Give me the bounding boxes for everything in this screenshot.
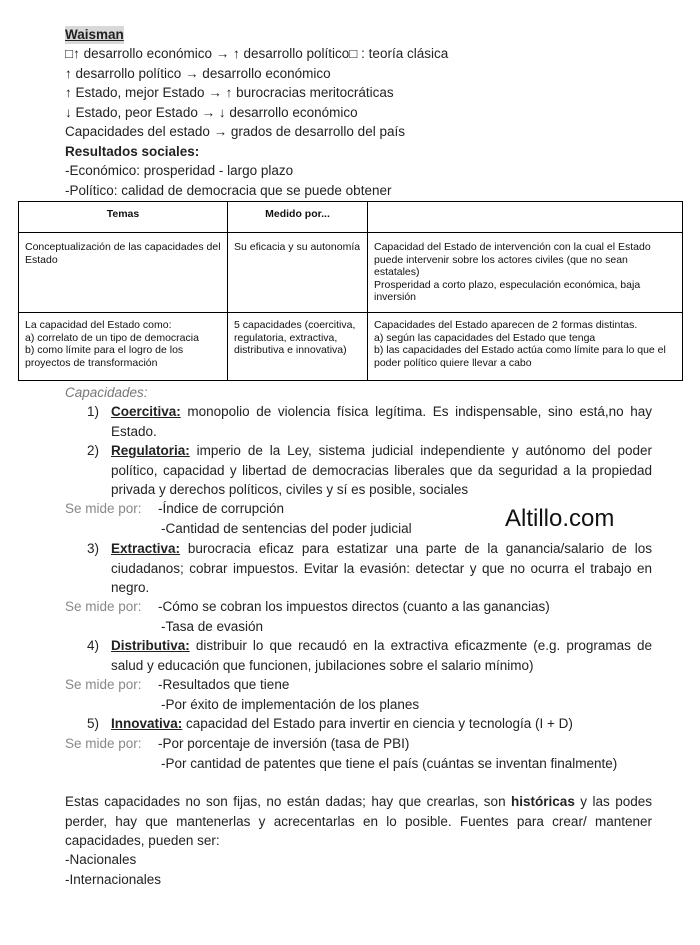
capacity-name: Extractiva: xyxy=(111,541,181,556)
fuente-item: -Nacionales xyxy=(65,852,137,867)
table-header-cell xyxy=(368,202,683,233)
mide-item: -Cantidad de sentencias del poder judicial xyxy=(161,521,412,536)
mide-label: Se mide por: xyxy=(65,599,142,614)
table-cell: 5 capacidades (coercitiva, regulatoria, extractiva, distributiva e innovativa) xyxy=(234,319,356,356)
table-header-row xyxy=(19,202,683,233)
capacity-name: Coercitiva: xyxy=(111,404,181,419)
table-cell: b) las capacidades del Estado actúa como límite para lo que el poder político quiere llevar a cabo xyxy=(374,344,666,369)
table-cell: a) correlato de un tipo de democracia xyxy=(25,331,199,344)
mide-label: Se mide por: xyxy=(65,736,142,751)
capacity-item xyxy=(87,636,652,675)
mide-item: -Tasa de evasión xyxy=(161,619,264,634)
capacity-text: imperio de la Ley, sistema judicial independiente y autónomo del poder político, capacidad y libertad de democracias liberales que da seguridad a la propiedad privada y derechos políticos, civiles y sí es posible, sociales xyxy=(111,443,652,497)
capacity-text: monopolio de violencia física legítima. Es indispensable, sino está,no hay Estado. xyxy=(111,404,652,439)
header-line: ↑ Estado, mejor Estado → ↑ burocracias meritocráticas xyxy=(65,85,394,100)
table-cell: b) como límite para el logro de los proyectos de transformación xyxy=(25,344,184,369)
paragraph-text: Estas capacidades no son fijas, no están dadas; hay que crearlas, son xyxy=(65,794,512,809)
table-cell: Capacidades del Estado aparecen de 2 formas distintas. xyxy=(374,319,638,331)
mide-item: -Por éxito de implementación de los planes xyxy=(161,697,420,712)
table-cell: La capacidad del Estado como: xyxy=(25,319,172,331)
mide-label: Se mide por: xyxy=(65,501,142,516)
table-row xyxy=(19,313,683,381)
item-number: 2) xyxy=(87,443,100,458)
mide-item: -Por porcentaje de inversión (tasa de PBI) xyxy=(158,736,410,751)
watermark: Altillo.com xyxy=(505,505,615,532)
paragraph-bold: históricas xyxy=(511,794,575,809)
capacidades-table xyxy=(18,201,683,381)
final-paragraph xyxy=(65,792,652,851)
item-number: 1) xyxy=(87,404,100,419)
item-number: 4) xyxy=(87,638,100,653)
capacidades-label: Capacidades: xyxy=(65,385,148,400)
item-number: 3) xyxy=(87,541,100,556)
table-cell: Conceptualización de las capacidades del Estado xyxy=(25,241,221,266)
capacity-text: burocracia eficaz para estatizar una parte de la ganancia/salario de los ciudadanos; cobrar impuestos. Evitar la evasión: detectar y que no ocurra el trabajo en negro. xyxy=(111,541,652,595)
table-cell: Prosperidad a corto plazo, especulación económica, baja inversión xyxy=(374,278,641,303)
resultados-heading: Resultados sociales: xyxy=(65,144,200,159)
page-title: Waisman xyxy=(65,27,124,42)
table-row xyxy=(19,233,683,313)
table-cell: a) según las capacidades del Estado que tenga xyxy=(374,331,596,344)
header-line: Capacidades del estado → grados de desarrollo del país xyxy=(65,124,405,139)
table-header-cell: Medido por... xyxy=(228,202,368,233)
capacity-text: distribuir lo que recaudó en la extractiva eficazmente (e.g. programas de salud y educación que funcionen, jubilaciones sobre el salario mínimo) xyxy=(111,638,652,673)
item-number: 5) xyxy=(87,716,100,731)
capacity-text: capacidad del Estado para invertir en ciencia y tecnología (I + D) xyxy=(182,716,573,731)
fuente-item: -Internacionales xyxy=(65,872,162,887)
table-cell: Capacidad del Estado de intervención con la cual el Estado puede intervenir sobre los actores civiles (que no sean estatales) xyxy=(374,241,651,278)
capacity-item xyxy=(87,402,652,441)
capacity-name: Regulatoria: xyxy=(111,443,190,458)
mide-label: Se mide por: xyxy=(65,677,142,692)
capacity-item xyxy=(87,539,652,598)
mide-item: -Por cantidad de patentes que tiene el país (cuántas se inventan finalmente) xyxy=(161,756,618,771)
header-line: □↑ desarrollo económico → ↑ desarrollo político□ : teoría clásica xyxy=(65,46,449,61)
table-header-cell: Temas xyxy=(19,202,228,233)
capacity-name: Distributiva: xyxy=(111,638,190,653)
mide-item: -Cómo se cobran los impuestos directos (cuanto a las ganancias) xyxy=(158,599,550,614)
paragraph-text: y las podes perder, hay que mantenerlas y acrecentarlas en lo posible. Fuentes para crear/ mantener capacidades, pueden ser: xyxy=(65,794,653,848)
resultado-item: -Político: calidad de democracia que se puede obtener xyxy=(65,183,392,198)
capacity-name: Innovativa: xyxy=(111,716,183,731)
capacity-item xyxy=(87,441,652,500)
header-line: ↓ Estado, peor Estado → ↓ desarrollo económico xyxy=(65,105,358,120)
resultado-item: -Económico: prosperidad - largo plazo xyxy=(65,163,294,178)
header-line: ↑ desarrollo político → desarrollo económico xyxy=(65,66,331,81)
mide-item: -Índice de corrupción xyxy=(158,501,285,516)
table-cell: Su eficacia y su autonomía xyxy=(234,241,361,253)
mide-item: -Resultados que tiene xyxy=(158,677,290,692)
capacity-item xyxy=(87,714,652,734)
